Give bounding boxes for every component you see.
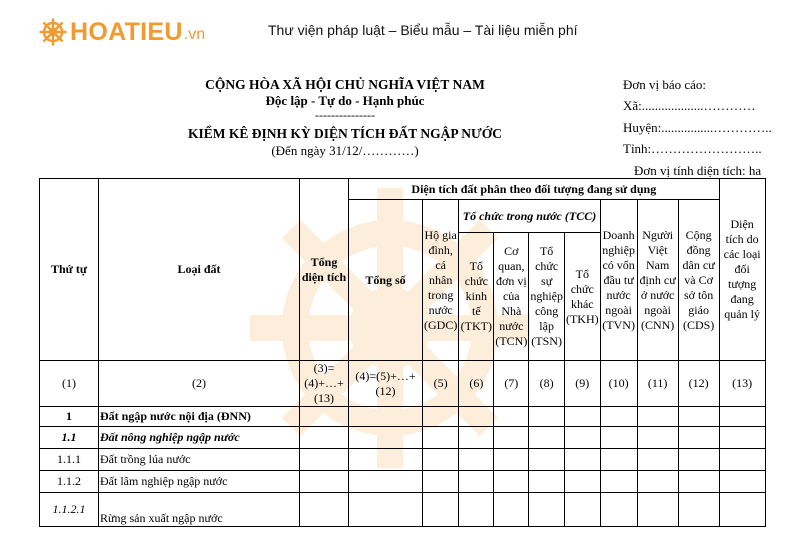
index-cell: (10) xyxy=(600,361,637,407)
brand-name: HOATIEU xyxy=(70,17,183,46)
header-by-user: Diện tích đất phân theo đối tượng đang sử dụng xyxy=(349,179,720,200)
table-row xyxy=(40,427,766,449)
header-cds: Cộng đồng dân cư và Cơ sở tôn giáo (CDS) xyxy=(678,200,719,361)
index-cell: (7) xyxy=(494,361,529,407)
index-cell: (3)=(4)+…+(13) xyxy=(300,361,349,407)
index-cell: (6) xyxy=(459,361,494,407)
index-cell: (11) xyxy=(637,361,678,407)
row-code: 1 xyxy=(40,407,99,427)
row-code: 1.1.2 xyxy=(40,471,99,493)
header-gdc: Hộ gia đình, cá nhân trong nước (GDC) xyxy=(423,200,459,361)
column-index-row xyxy=(40,361,766,407)
header-tcc: Tổ chức trong nước (TCC) xyxy=(459,200,600,233)
table-row xyxy=(40,471,766,493)
reporting-unit: Đơn vị báo cáo: xyxy=(623,77,707,92)
title-separator: --------------- xyxy=(315,108,375,122)
header-tsn: Tổ chức sự nghiệp công lập (TSN) xyxy=(529,233,565,361)
index-cell: (13) xyxy=(719,361,765,407)
header-tvn: Doanh nghiệp có vốn đầu tư nước ngoài (TVN) xyxy=(600,200,637,361)
row-land-name: Rừng sản xuất ngập nước xyxy=(99,493,300,527)
index-cell: (5) xyxy=(423,361,459,407)
brand-suffix: .vn xyxy=(183,26,206,43)
row-code: 1.1 xyxy=(40,427,99,449)
index-cell: (1) xyxy=(40,361,99,407)
document-date: (Đến ngày 31/12/…………) xyxy=(271,143,419,158)
header-tkh: Tổ chức khác (TKH) xyxy=(564,233,600,361)
header-cnn: Người Việt Nam định cư ở nước ngoài (CNN) xyxy=(637,200,678,361)
province-field: Tỉnh:…………………….. xyxy=(623,141,762,156)
document-title: KIỂM KÊ ĐỊNH KỲ DIỆN TÍCH ĐẤT NGẬP NƯỚC xyxy=(187,126,503,141)
site-tagline: Thư viện pháp luật – Biểu mẫu – Tài liệu miễn phí xyxy=(268,22,578,38)
ship-wheel-icon xyxy=(38,17,68,47)
row-code: 1.1.2.1 xyxy=(40,493,99,527)
index-cell: (4)=(5)+…+(12) xyxy=(349,361,423,407)
row-land-name: Đất trồng lúa nước xyxy=(99,449,300,471)
nation-title: CỘNG HÒA XÃ HỘI CHỦ NGHĨA VIỆT NAM xyxy=(205,77,485,92)
commune-field: Xã:...................………… xyxy=(623,98,756,113)
header-land-type: Loại đất xyxy=(99,179,300,361)
index-cell: (8) xyxy=(529,361,565,407)
national-motto: Độc lập - Tự do - Hạnh phúc xyxy=(265,93,425,108)
header-managed: Diện tích do các loại đối tượng đang quản lý xyxy=(719,179,765,361)
brand-logo[interactable] xyxy=(38,11,228,53)
header-subtotal: Tổng số xyxy=(349,200,423,361)
table-row xyxy=(40,493,766,527)
index-cell: (12) xyxy=(678,361,719,407)
row-land-name: Đất ngập nước nội địa (ĐNN) xyxy=(99,407,300,427)
header-tcn: Cơ quan, đơn vị của Nhà nước (TCN) xyxy=(494,233,529,361)
table-row xyxy=(40,407,766,427)
index-cell: (9) xyxy=(564,361,600,407)
header-tkt: Tổ chức kinh tế (TKT) xyxy=(459,233,494,361)
header-stt: Thứ tự xyxy=(40,179,99,361)
district-field: Huyện:................………….. xyxy=(623,120,772,135)
index-cell: (2) xyxy=(99,361,300,407)
row-land-name: Đất lâm nghiệp ngập nước xyxy=(99,471,300,493)
area-unit-label: Đơn vị tính diện tích: ha xyxy=(634,163,762,178)
header-total-area: Tổng diện tích xyxy=(300,179,349,361)
table-row xyxy=(40,449,766,471)
land-inventory-table xyxy=(39,178,766,527)
row-land-name: Đất nông nghiệp ngập nước xyxy=(99,427,300,449)
row-code: 1.1.1 xyxy=(40,449,99,471)
